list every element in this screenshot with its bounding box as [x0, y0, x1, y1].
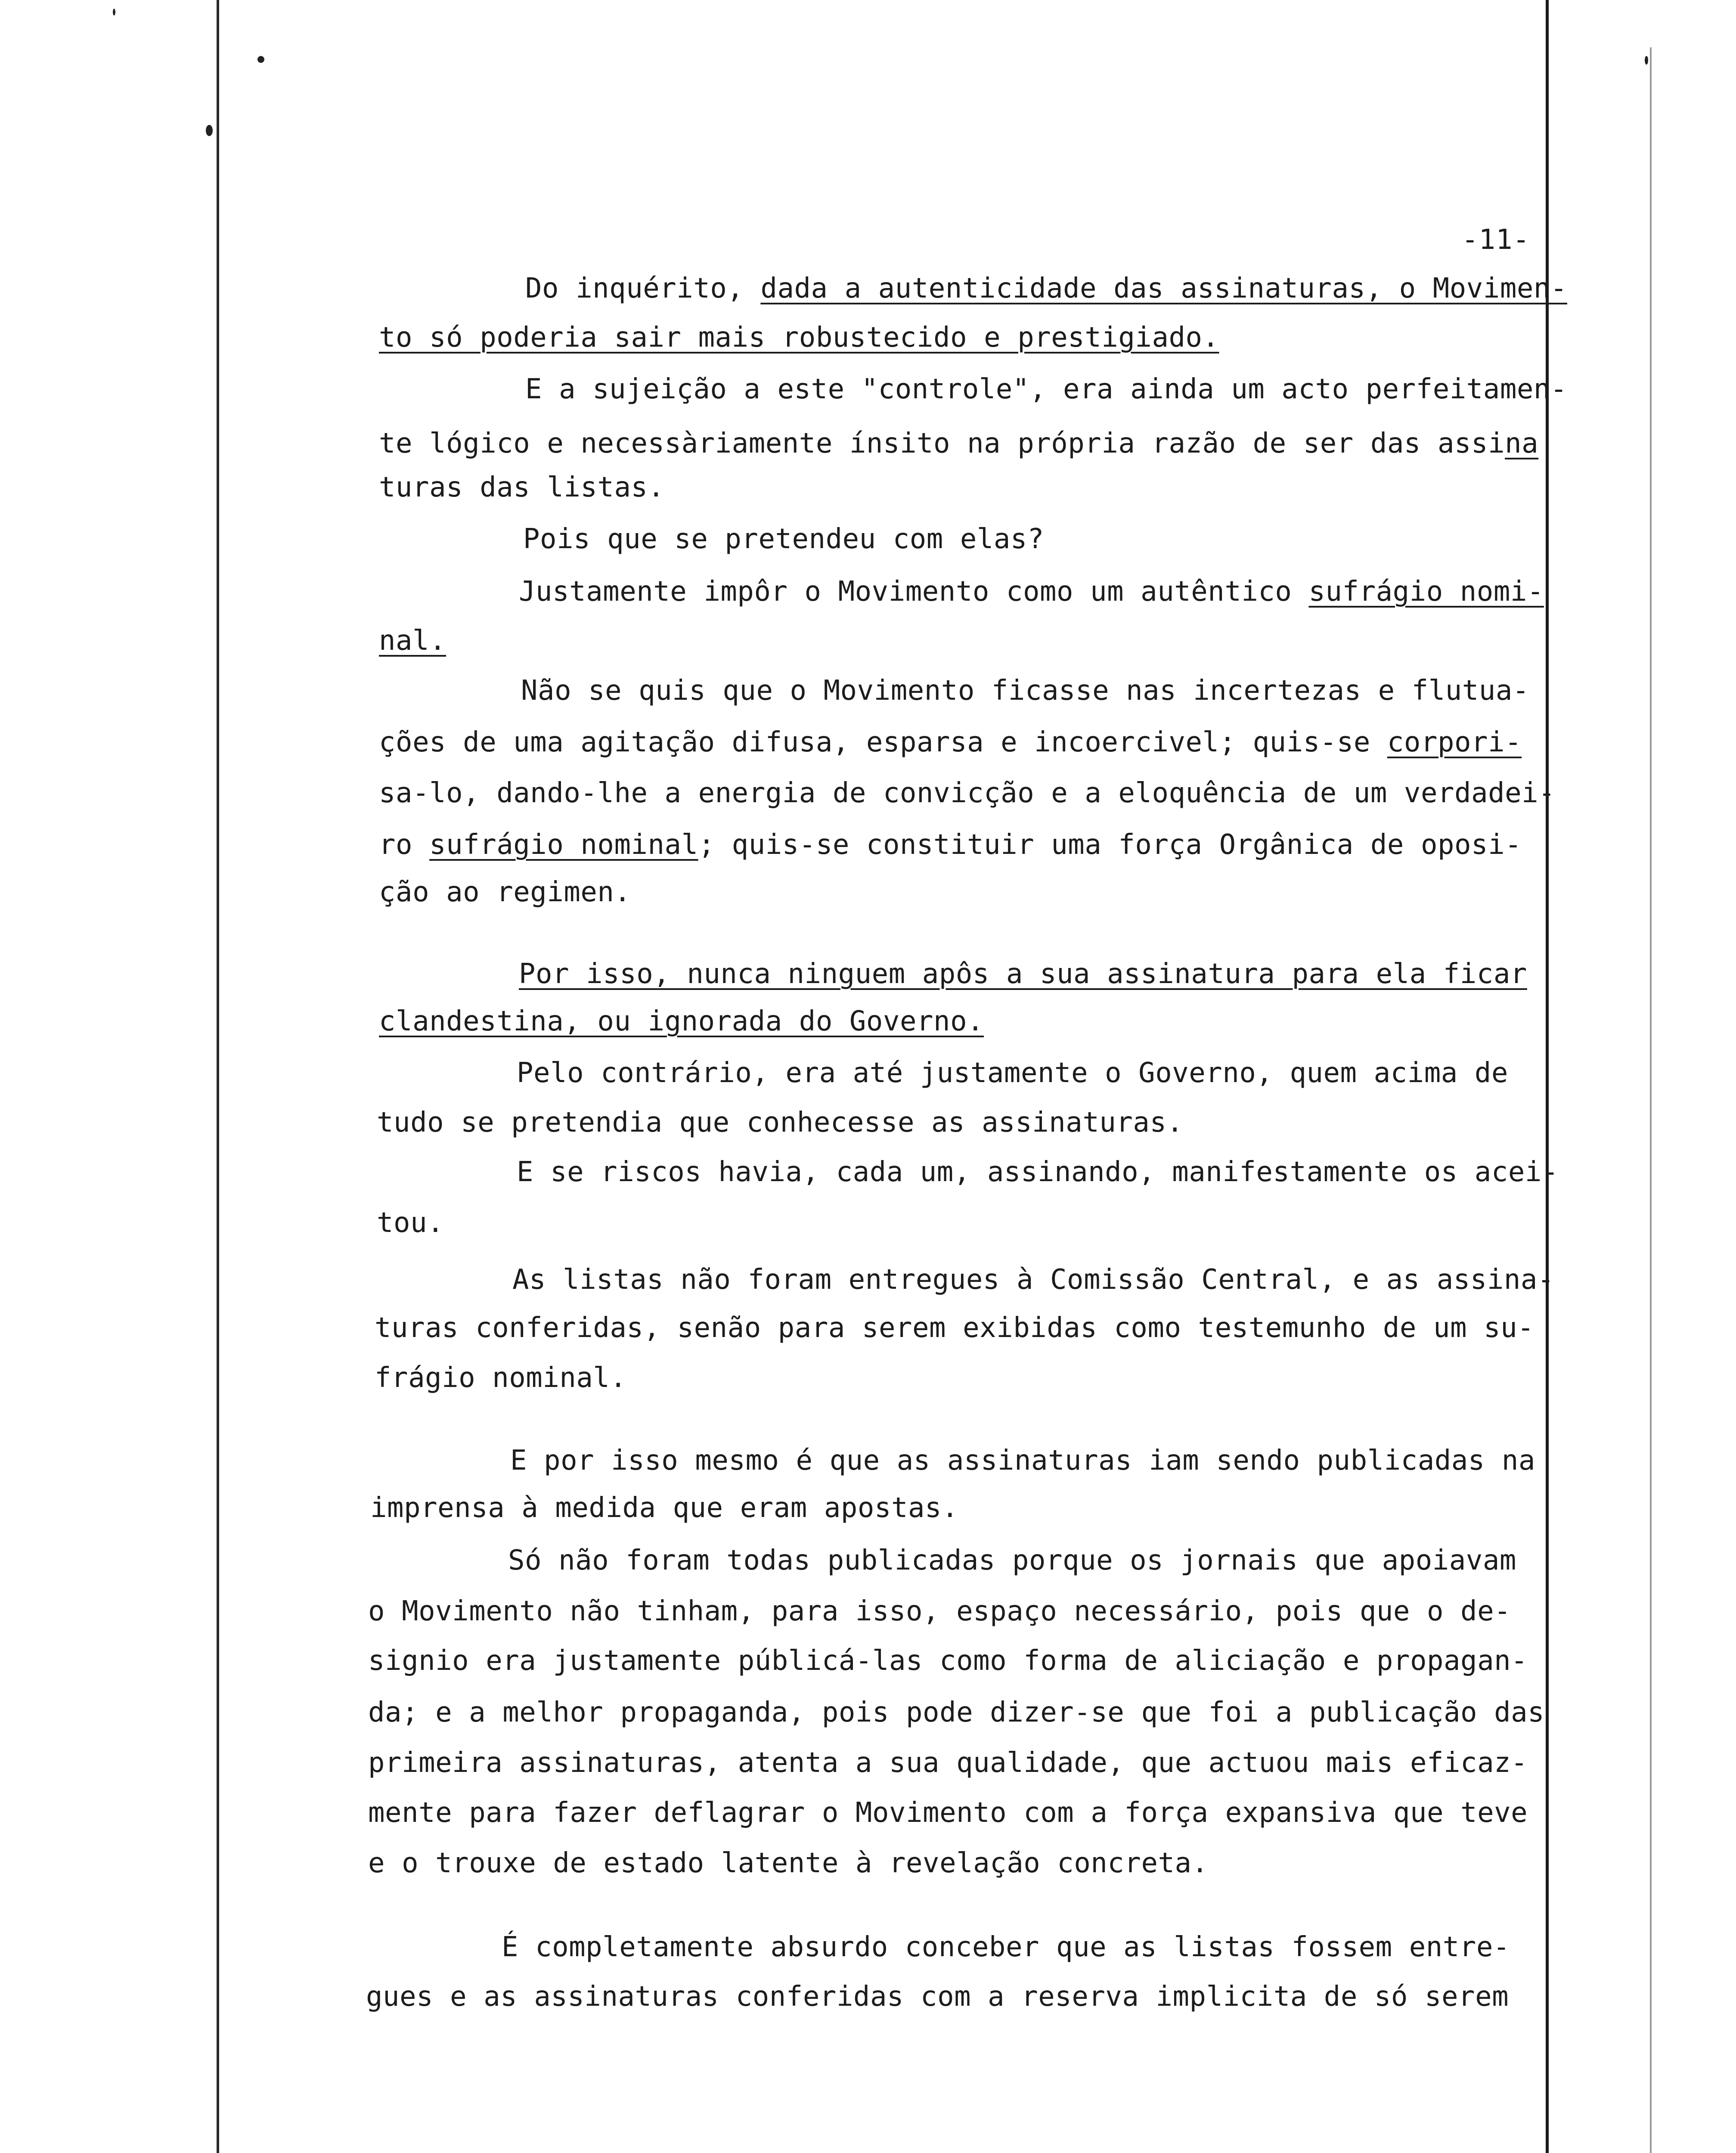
text-segment: da; e a melhor propaganda, pois pode dizer-se que foi a publicação das: [368, 1697, 1545, 1728]
text-segment: Pelo contrário, era até justamente o Governo, quem acima de: [517, 1057, 1508, 1089]
text-segment: sa-lo, dando-lhe a energia de convicção e a eloquência de um verdadei-: [379, 777, 1556, 809]
underlined-text: corpori-: [1387, 726, 1522, 758]
text-segment: E a sujeição a este "controle", era ainda um acto perfeitamen-: [525, 373, 1567, 405]
text-segment: As listas não foram entregues à Comissão Central, e as assina-: [512, 1264, 1554, 1296]
underlined-text: to só poderia sair mais robustecido e prestigiado.: [379, 322, 1219, 354]
text-line: [379, 627, 446, 655]
text-line: [379, 831, 1522, 859]
page-number: -11-: [1462, 224, 1530, 256]
ink-speck: [1645, 56, 1648, 65]
text-segment: te lógico e necessàriamente ínsito na própria razão de ser das assi: [379, 428, 1505, 459]
text-segment: turas das listas.: [379, 472, 665, 503]
text-segment: o Movimento não tinham, para isso, espaço necessário, pois que o de-: [368, 1595, 1511, 1627]
underlined-text: na: [1505, 428, 1539, 459]
text-line: [379, 474, 665, 501]
text-segment: primeira assinaturas, atenta a sua qualidade, que actuou mais eficaz-: [368, 1747, 1528, 1779]
text-segment: tou.: [377, 1207, 444, 1239]
text-line: [379, 726, 1522, 758]
underlined-text: dada a autenticidade das assinaturas, o Movimen-: [760, 273, 1567, 304]
text-segment: tudo se pretendia que conhecesse as assinaturas.: [377, 1107, 1184, 1139]
text-segment: mente para fazer deflagrar o Movimento com a força expansiva que teve: [368, 1797, 1528, 1829]
underlined-text: sufrágio nomi-: [1308, 576, 1544, 608]
underlined-text: clandestina, ou ignorada do Governo.: [379, 1005, 984, 1037]
left-margin-rule: [217, 0, 219, 2153]
text-segment: e o trouxe de estado latente à revelação concreta.: [368, 1847, 1209, 1879]
text-segment: gues e as assinaturas conferidas com a reserva implicita de só serem: [366, 1981, 1509, 2013]
text-line: [366, 1981, 1509, 2013]
text-line: [375, 1364, 626, 1392]
text-line: [377, 1209, 444, 1237]
text-line: [368, 1749, 1528, 1777]
text-line: [510, 1445, 1535, 1477]
ink-speck: [257, 56, 264, 63]
text-line: [368, 1849, 1209, 1877]
text-line: [517, 1158, 1559, 1186]
text-segment: Só não foram todas publicadas porque os jornais que apoiavam: [508, 1545, 1516, 1576]
text-line: [502, 1933, 1510, 1961]
text-line: [512, 1266, 1554, 1294]
text-segment: E por isso mesmo é que as assinaturas iam sendo publicadas na: [510, 1445, 1535, 1477]
text-line: [525, 375, 1567, 403]
text-segment: ; quis-se constituir uma força Orgânica de oposi-: [698, 829, 1522, 861]
text-segment: Não se quis que o Movimento ficasse nas incertezas e flutua-: [521, 675, 1529, 707]
text-segment: Do inquérito,: [525, 273, 761, 304]
text-line: [517, 1059, 1508, 1087]
underlined-text: nal.: [379, 625, 446, 657]
underlined-text: sufrágio nominal: [429, 829, 698, 861]
text-line: [370, 1494, 958, 1522]
text-line: [508, 1547, 1516, 1574]
text-line: [519, 576, 1544, 608]
text-segment: frágio nominal.: [375, 1362, 627, 1394]
ink-speck: [113, 9, 115, 16]
page-edge-line: [1650, 47, 1652, 2153]
text-segment: ção ao regimen.: [379, 876, 631, 908]
text-line: [368, 1699, 1544, 1726]
text-line: [379, 878, 631, 906]
text-line: [379, 779, 1555, 807]
text-line: [379, 1005, 984, 1037]
text-segment: imprensa à medida que eram apostas.: [370, 1492, 959, 1524]
text-segment: signio era justamente públicá-las como forma de aliciação e propagan-: [368, 1645, 1528, 1677]
text-segment: E se riscos havia, cada um, assinando, manifestamente os acei-: [517, 1156, 1559, 1188]
text-segment: Pois que se pretendeu com elas?: [523, 523, 1044, 555]
text-line: [379, 322, 1219, 354]
text-segment: É completamente absurdo conceber que as listas fossem entre-: [502, 1931, 1510, 1963]
text-segment: ções de uma agitação difusa, esparsa e incoercivel; quis-se: [379, 726, 1387, 758]
text-line: [523, 525, 1044, 553]
text-line: [368, 1647, 1528, 1675]
text-segment: turas conferidas, senão para serem exibidas como testemunho de um su-: [375, 1312, 1534, 1344]
text-line: [525, 275, 1567, 302]
right-margin-rule: [1546, 0, 1549, 2153]
text-line: [377, 1107, 1184, 1139]
text-segment: ro: [379, 829, 430, 861]
text-line: [368, 1595, 1511, 1627]
text-line: [519, 960, 1527, 988]
text-line: [375, 1314, 1534, 1342]
underlined-text: Por isso, nunca ninguem apôs a sua assinatura para ela ficar: [519, 958, 1527, 990]
text-line: [379, 430, 1538, 457]
ink-speck: [206, 125, 213, 136]
text-segment: Justamente impôr o Movimento como um autêntico: [519, 576, 1309, 608]
text-line: [368, 1799, 1528, 1827]
text-line: [521, 675, 1529, 707]
